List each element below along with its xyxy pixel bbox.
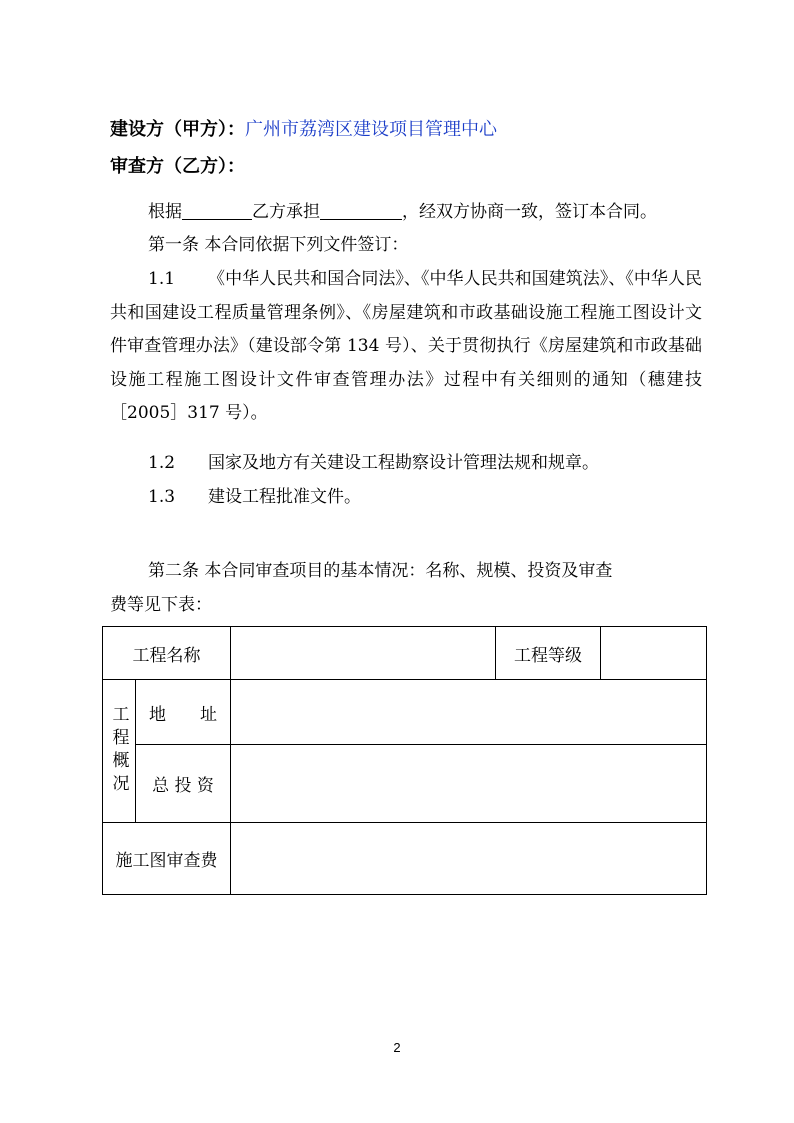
item-text: 国家及地方有关建设工程勘察设计管理法规和规章。 — [208, 453, 599, 473]
address-cell[interactable] — [231, 680, 707, 745]
party-a-value: 广州市荔湾区建设项目管理中心 — [245, 119, 497, 140]
project-grade-label: 工程等级 — [496, 627, 601, 680]
project-info-table — [102, 626, 707, 895]
item-text: 《中华人民共和国合同法》、《中华人民共和国建筑法》、《中华人民共和国建设工程质量管理条例》、《房屋建筑和市政基础设施工程施工图设计文件审查管理办法》（建设部令第 134 号）、关于贯彻执行《房屋建筑和市政基础设施工程施工图设计文件审查管理办法》过程中有关细则的通知（穗建技［2005］317 号）。 — [110, 269, 702, 423]
article1-title — [110, 229, 700, 262]
article2-line-2 — [110, 589, 700, 622]
party-a-line — [110, 118, 497, 142]
page-number: 2 — [393, 1040, 401, 1055]
review-fee-label: 施工图审查费 — [103, 823, 231, 895]
article2-text-cont: 费等见下表： — [110, 595, 212, 615]
total-investment-cell[interactable] — [231, 745, 707, 823]
address-label: 地 址 — [136, 680, 231, 745]
table-row — [103, 823, 707, 895]
item-number: 1.1 — [148, 269, 176, 289]
item-text: 建设工程批准文件。 — [208, 487, 361, 507]
article1-item-1 — [110, 263, 702, 431]
article2-text: 第二条 本合同审查项目的基本情况：名称、规模、投资及审查 — [148, 561, 613, 581]
article1-item-2 — [110, 447, 700, 480]
party-a-label: 建设方（甲方）： — [110, 119, 245, 140]
overview-label-cell — [103, 680, 136, 823]
intro-paragraph — [110, 196, 700, 229]
overview-label: 工程概况 — [108, 705, 129, 797]
item-number: 1.2 — [148, 453, 176, 473]
review-fee-cell[interactable] — [231, 823, 707, 895]
intro-part-3: ，经双方协商一致，签订本合同。 — [402, 202, 657, 222]
article1-item-3 — [110, 481, 700, 514]
project-name-label: 工程名称 — [103, 627, 231, 680]
table-row — [103, 627, 707, 680]
party-b-label: 审查方（乙方）： — [110, 156, 245, 177]
blank-field-2[interactable] — [320, 201, 402, 220]
project-grade-cell[interactable] — [601, 627, 707, 680]
intro-part-1: 根据 — [148, 202, 182, 222]
party-b-line — [110, 155, 245, 179]
article1-title-text: 第一条 本合同依据下列文件签订： — [148, 235, 409, 255]
article2-line-1 — [110, 555, 700, 588]
total-investment-label: 总 投 资 — [136, 745, 231, 823]
blank-field-1[interactable] — [182, 201, 252, 220]
project-name-cell[interactable] — [231, 627, 496, 680]
table-row — [103, 745, 707, 823]
item-number: 1.3 — [148, 487, 176, 507]
table-row — [103, 680, 707, 745]
intro-part-2: 乙方承担 — [252, 202, 320, 222]
